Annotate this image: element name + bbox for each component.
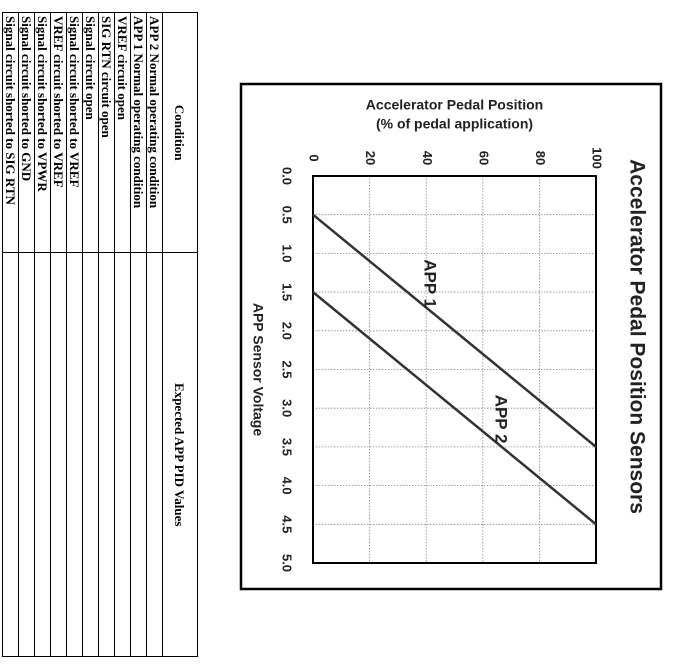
x-tick-label: 1.5 (279, 283, 295, 302)
x-tick-label: 4.5 (279, 515, 295, 534)
y-tick-label: 60 (476, 150, 492, 166)
x-axis-label: APP Sensor Voltage (250, 302, 267, 437)
condition-cell: SIG RTN circuit open (99, 13, 115, 253)
condition-cell: VREF circuit shorted to VREF (51, 13, 67, 253)
condition-cell: Signal circuit shorted to VPWR (35, 13, 51, 253)
condition-cell: APP 2 Normal operating condition (147, 13, 163, 253)
condition-cell: Signal circuit open (83, 13, 99, 253)
x-tick-label: 0.5 (279, 205, 295, 224)
x-tick-label: 4.0 (279, 476, 295, 495)
series-label-2: APP 2 (491, 394, 511, 444)
condition-cell: Signal circuit shorted to VREF (67, 13, 83, 253)
x-tick-label: 3.0 (279, 399, 295, 418)
x-tick-label: 2.0 (279, 321, 295, 340)
condition-cell: Signal circuit shorted to SIG RTN (3, 13, 19, 253)
y-tick-label: 100 (589, 147, 605, 169)
y-axis-label: (% of pedal application) (375, 115, 534, 132)
series-label-1: APP 1 (420, 259, 440, 309)
condition-cell: Signal circuit shorted to GND (19, 13, 35, 253)
y-tick-label: 40 (419, 150, 435, 166)
header-expected-values: Expected APP PID Values (163, 253, 198, 657)
header-condition: Condition (163, 13, 198, 253)
x-tick-label: 2.5 (279, 360, 295, 379)
x-tick-label: 3.5 (279, 437, 295, 456)
x-tick-label: 1.0 (279, 244, 295, 263)
condition-cell: VREF circuit open (115, 13, 131, 253)
x-tick-label: 0.0 (279, 166, 295, 186)
condition-cell: APP 1 Normal operating condition (131, 13, 147, 253)
y-tick-label: 20 (363, 150, 379, 166)
chart-title: Accelerator Pedal Position Sensors (625, 159, 649, 514)
x-tick-label: 5.0 (279, 553, 295, 573)
y-axis-label: Accelerator Pedal Position (365, 96, 544, 113)
y-tick-label: 0 (306, 154, 322, 162)
y-tick-label: 80 (532, 150, 548, 166)
